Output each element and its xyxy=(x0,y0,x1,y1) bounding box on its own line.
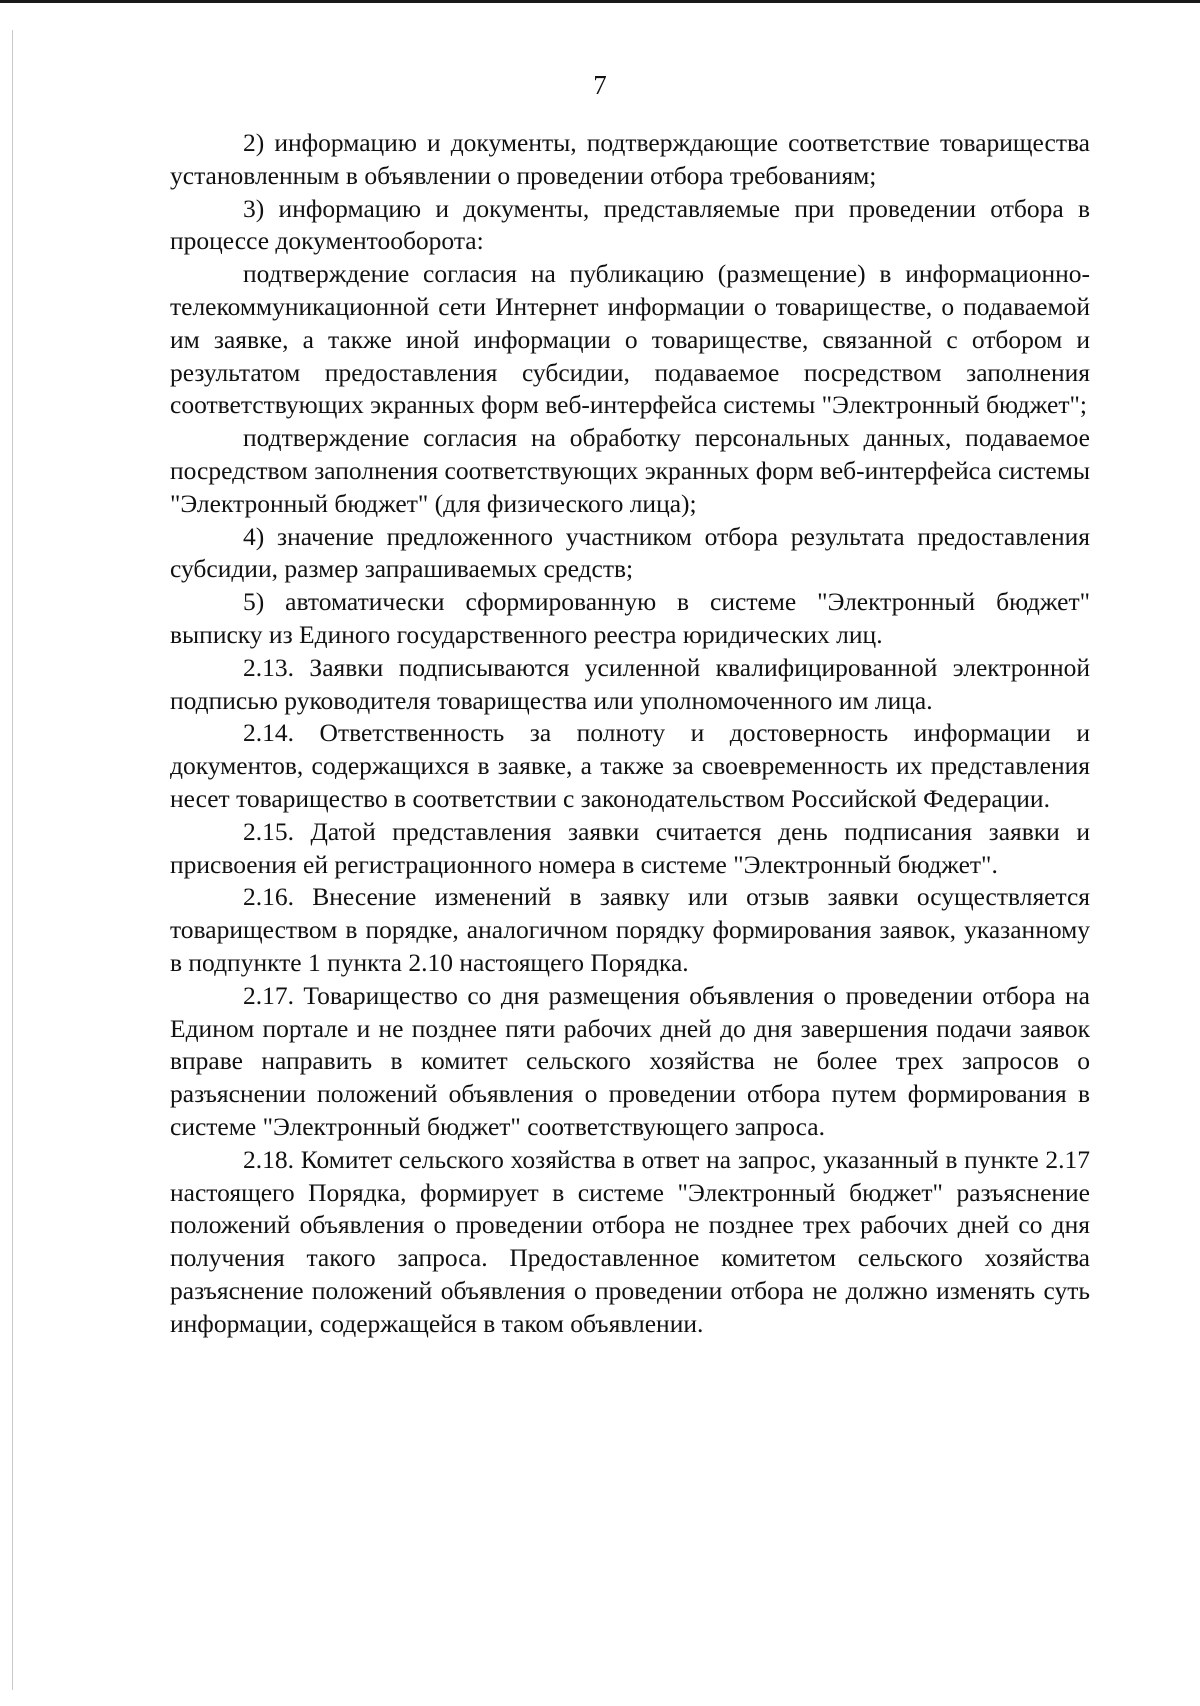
paragraph-consent-publication: подтверждение согласия на публикацию (размещение) в информационно-телекоммуникационной сети Интернет информации о товариществе, о подаваемой им заявке, а также иной информации о товариществе, связанной с отбором и результатом предоставления субсидии, подаваемое посредством заполнения соответствующих экранных форм веб-интерфейса системы "Электронный бюджет"; xyxy=(170,259,1090,420)
paragraph-2-14: 2.14. Ответственность за полноту и достоверность информации и документов, содержащихся в заявке, а также за своевременность их представления несет товарищество в соответствии с законодательством Российской Федерации. xyxy=(170,718,1090,813)
paragraph-item-3: 3) информацию и документы, представляемые при проведении отбора в процессе документооборота: xyxy=(170,193,1090,256)
paragraph-item-4: 4) значение предложенного участником отбора результата предоставления субсидии, размер запрашиваемых средств; xyxy=(170,521,1090,584)
paragraph-2-17: 2.17. Товарищество со дня размещения объявления о проведении отбора на Едином портале и не позднее пяти рабочих дней до дня завершения подачи заявок вправе направить в комитет сельского хозяйства не более трех запросов о разъяснении положений объявления о проведении отбора путем формирования в системе "Электронный бюджет" соответствующего запроса. xyxy=(170,980,1090,1141)
page-number: 7 xyxy=(593,70,607,100)
paragraph-item-2: 2) информацию и документы, подтверждающие соответствие товарищества установленным в объявлении о проведении отбора требованиям; xyxy=(170,128,1090,190)
paragraph-2-18: 2.18. Комитет сельского хозяйства в ответ на запрос, указанный в пункте 2.17 настоящего Порядка, формирует в системе "Электронный бюджет" разъяснение положений объявления о проведении отбора не позднее трех рабочих дней со дня получения такого запроса. Предоставленное комитетом сельского хозяйства разъяснение положений объявления о проведении отбора не должно изменять суть информации, содержащейся в таком объявлении. xyxy=(170,1144,1090,1338)
scan-top-border xyxy=(0,0,1200,3)
document-body xyxy=(170,127,1090,1340)
paragraph-2-15: 2.15. Датой представления заявки считается день подписания заявки и присвоения ей регистрационного номера в системе "Электронный бюджет". xyxy=(170,816,1090,879)
paragraph-consent-personal-data: подтверждение согласия на обработку персональных данных, подаваемое посредством заполнения соответствующих экранных форм веб-интерфейса системы "Электронный бюджет" (для физического лица); xyxy=(170,423,1090,518)
paragraph-item-5: 5) автоматически сформированную в системе "Электронный бюджет" выписку из Единого государственного реестра юридических лиц. xyxy=(170,587,1090,649)
paragraph-2-16: 2.16. Внесение изменений в заявку или отзыв заявки осуществляется товариществом в порядке, аналогичном порядку формирования заявок, указанному в подпункте 1 пункта 2.10 настоящего Порядка. xyxy=(170,882,1090,977)
scan-left-border xyxy=(12,30,13,1690)
paragraph-2-13: 2.13. Заявки подписываются усиленной квалифицированной электронной подписью руководителя товарищества или уполномоченного им лица. xyxy=(170,652,1090,715)
